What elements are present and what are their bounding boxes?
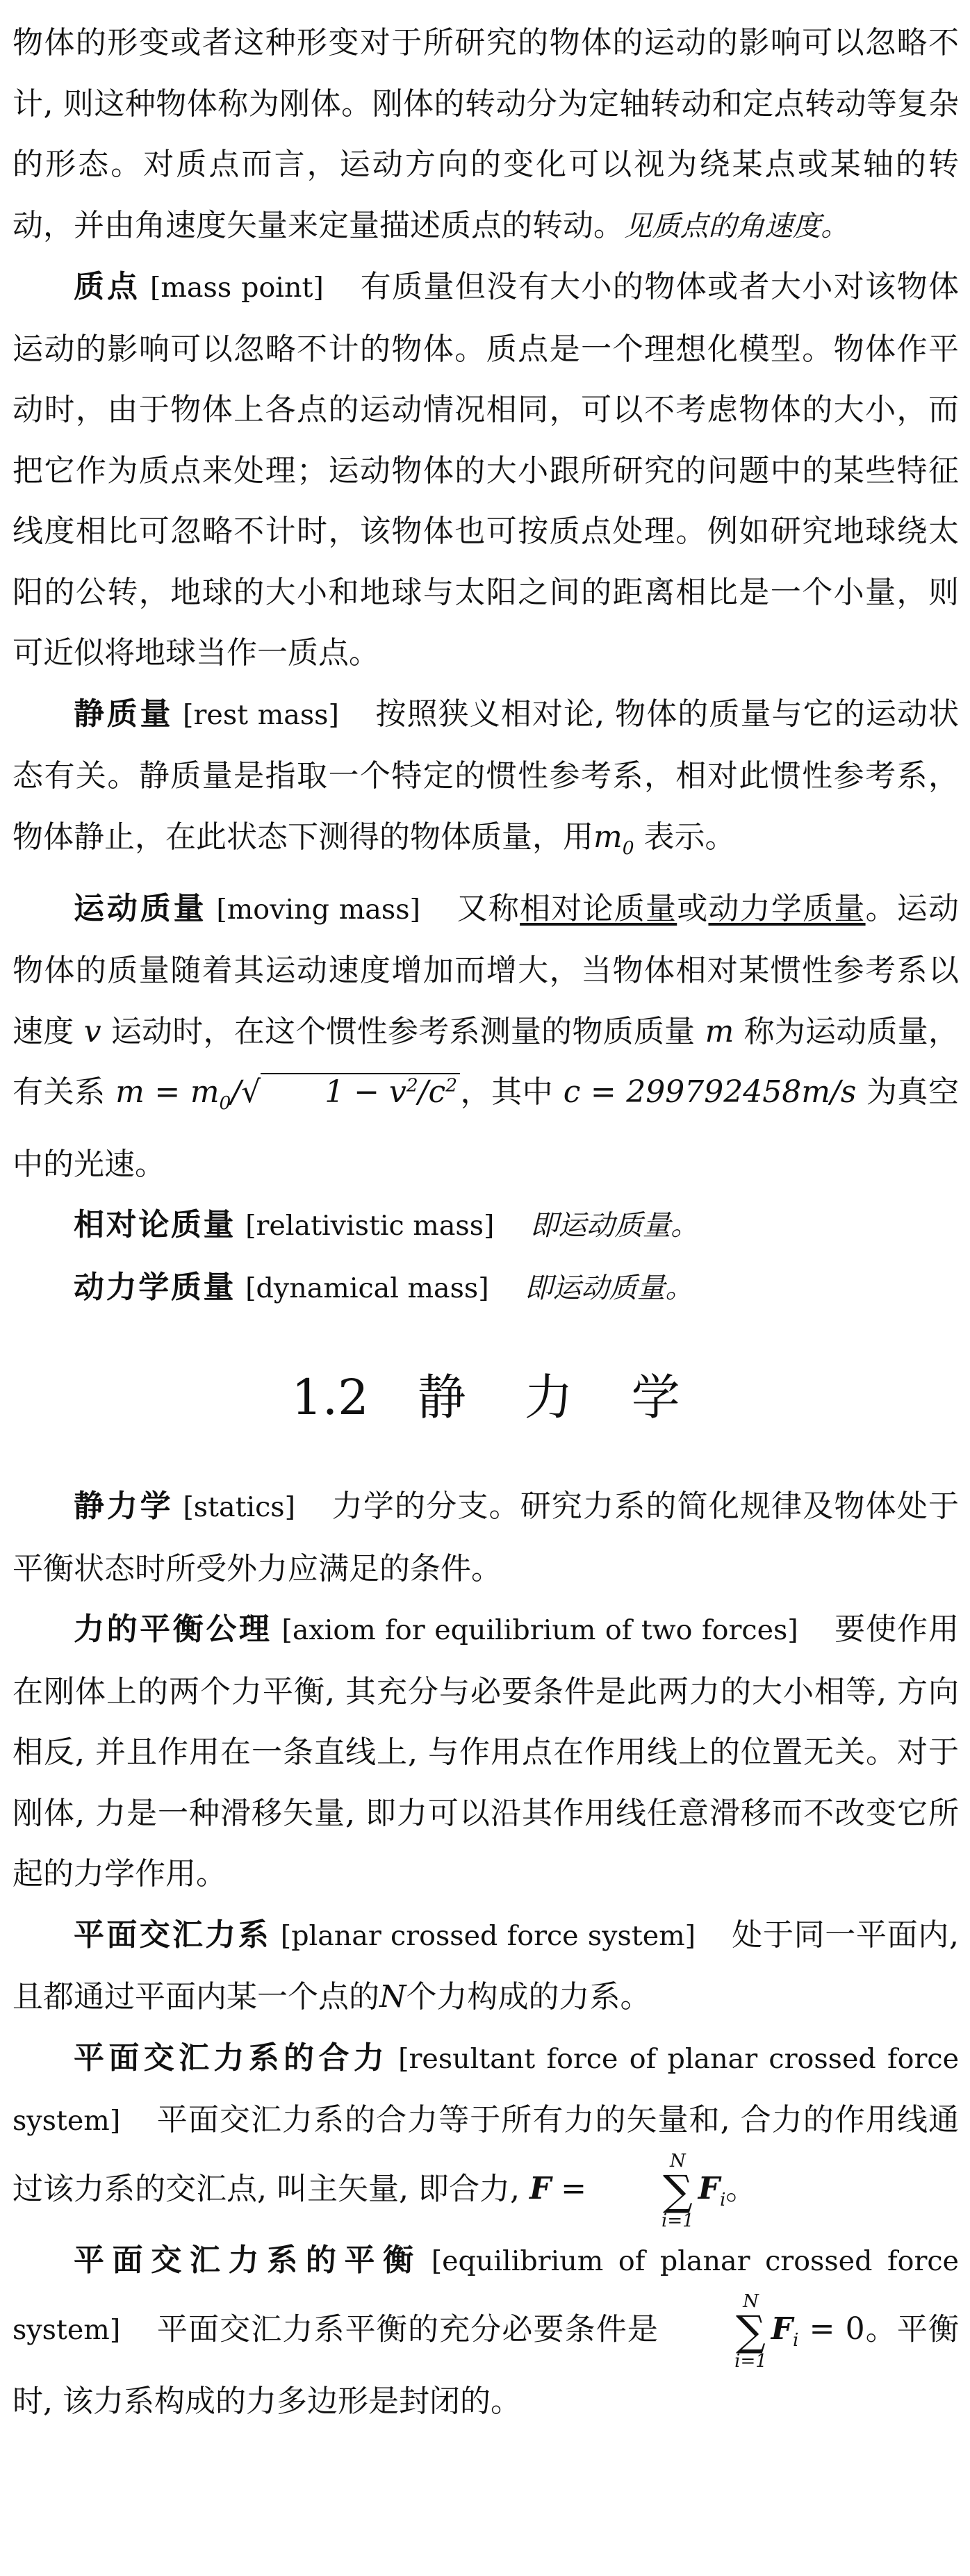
entry-definition: 有质量但没有大小的物体或者大小对该物体运动的影响可以忽略不计的物体。质点是一个理想化模型。物体作平动时，由于物体上各点的运动情况相同，可以不考虑物体的大小，而把它作为质点来处理；运动物体的大小跟所研究的问题中的某些特征线度相比可忽略不计时，该物体也可按质点处理。例如研究地球绕太阳的公转，地球的大小和地球与太阳之间的距离相比是一个小量，则可近似将地球当作一质点。 [13, 269, 959, 671]
summation-symbol: N ∑ i=1 [734, 2290, 767, 2372]
equilibrium-formula: N ∑ i=1 $F_i = 0$ [669, 2311, 864, 2347]
entry-term: 静质量 [74, 696, 174, 732]
entry-term: 平面交汇力系 [74, 1917, 271, 1953]
entry-english: [resultant force of planar crossed force system] [13, 2042, 960, 2138]
section-number: 1.2 [291, 1369, 369, 1427]
entry-equilibrium-planar: 平面交汇力系的平衡 [equilibrium of planar crossed force system] 平面交汇力系平衡的充分必要条件是 N ∑ i=1 $F_i = 0$。平衡时, 该力系构成的力多边形是封闭的。 [13, 2242, 960, 2419]
entry-definition: 要使作用在刚体上的两个力平衡, 其充分与必要条件是此两力的大小相等, 方向相反, 并且作用在一条直线上, 与作用点在作用线上的位置无关。对于刚体, 力是一种滑移矢量, 即力可以沿其作用线任意滑移而不改变它所起的力学作用。 [13, 1611, 959, 1892]
entry-english: [rest mass] [183, 698, 339, 731]
entry-definition: 按照狭义相对论, 物体的质量与它的运动状态有关。静质量是指取一个特定的惯性参考系，相对此惯性参考系，物体静止，在此状态下测得的物体质量，用 [13, 696, 959, 855]
section-title: 静力学 [417, 1369, 739, 1427]
entry-mass-point [13, 256, 959, 684]
resultant-formula: F = N ∑ i=1 $F_i$ [529, 2150, 726, 2231]
entry-term: 动力学质量 [74, 1269, 236, 1305]
entry-english: [axiom for equilibrium of two forces] [281, 1614, 798, 1647]
moving-mass-formula: $m = m_0/√$ $1 - v^2/c^2$ [115, 1074, 460, 1110]
entry-term: 力的平衡公理 [74, 1611, 272, 1648]
symbol-m: m [705, 1013, 734, 1049]
summation-symbol: N ∑ i=1 [661, 2150, 694, 2231]
entry-statics [13, 1476, 959, 1599]
cross-reference: 见质点的角速度。 [624, 208, 849, 243]
entry-term: 运动质量 [74, 890, 207, 926]
rigid-body-tail [13, 13, 959, 256]
entry-moving-mass: 运动质量 [moving mass] 又称相对论质量或动力学质量。运动物体的质量随着其运动速度增加而增大，当物体相对某惯性参考系以速度 v 运动时，在这个惯性参考系测量的物质质量 m 称为运动质量，有关系 $m = m_0/√$ $1 - v^2/c^2$，其中 c = 299792458m/s 为真空中的光速。 [13, 890, 960, 1182]
cross-reference: 即运动质量。 [529, 1208, 699, 1242]
entry-planar-crossed-force-system: 平面交汇力系 [planar crossed force system] 处于同一平面内, 且都通过平面内某一个点的N个力构成的力系。 [13, 1917, 959, 2015]
entry-definition: 处于同一平面内, 且都通过平面内某一个点的 [13, 1917, 959, 2015]
entry-english: [relativistic mass] [245, 1210, 495, 1242]
entry-term: 质点 [74, 269, 141, 304]
entry-english: [statics] [183, 1491, 296, 1524]
entry-rest-mass [13, 684, 959, 878]
link-relativistic-mass[interactable]: 相对论质量 [520, 890, 677, 926]
entry-term: 相对论质量 [74, 1207, 236, 1243]
symbol-m0: $m_0$ [593, 819, 634, 859]
cross-reference: 即运动质量。 [525, 1270, 693, 1304]
symbol-v: v [83, 1013, 101, 1049]
entry-definition: 力学的分支。研究力系的简化规律及物体处于平衡状态时所受外力应满足的条件。 [13, 1488, 960, 1586]
entry-axiom-equilibrium [13, 1599, 959, 1905]
entry-english: [mass point] [149, 272, 324, 304]
entry-term: 静力学 [74, 1488, 174, 1525]
entry-english: [moving mass] [216, 893, 420, 926]
entry-definition: 平面交汇力系平衡的充分必要条件是 [156, 2311, 659, 2347]
entry-english: [equilibrium of planar crossed force system] [13, 2245, 959, 2347]
rigid-body-text: 物体的形变或者这种形变对于所研究的物体的运动的影响可以忽略不计, 则这种物体称为刚体。刚体的转动分为定轴转动和定点转动等复杂的形态。对质点而言，运动方向的变化可以视为绕某点或某轴的转动，并由角速度矢量来定量描述质点的转动。 [13, 25, 959, 243]
entry-term: 平面交汇力系的平衡 [74, 2242, 422, 2279]
section-heading [13, 1369, 959, 1427]
entry-relativistic-mass [13, 1195, 959, 1257]
entry-definition-end: 表示。 [643, 819, 736, 855]
speed-of-light: c = 299792458m/s [563, 1074, 857, 1110]
entry-resultant-force: 平面交汇力系的合力 [resultant force of planar crossed force system] 平面交汇力系的合力等于所有力的矢量和, 合力的作用线通过该力系的交汇点, 叫主矢量, 即合力, F = N ∑ i=1 $F_i$。 [13, 2040, 960, 2231]
entry-dynamical-mass [13, 1257, 959, 1320]
entry-english: [dynamical mass] [245, 1272, 489, 1304]
entry-english: [planar crossed force system] [280, 1919, 696, 1952]
symbol-n: N [379, 1979, 406, 2015]
link-dynamical-mass[interactable]: 动力学质量 [708, 890, 866, 926]
entry-definition: 平面交汇力系的合力等于所有力的矢量和, 合力的作用线通过该力系的交汇点, 叫主矢量, 即合力, [13, 2102, 959, 2207]
entry-definition: 又称 [456, 890, 520, 926]
entry-term: 平面交汇力系的合力 [74, 2040, 389, 2076]
